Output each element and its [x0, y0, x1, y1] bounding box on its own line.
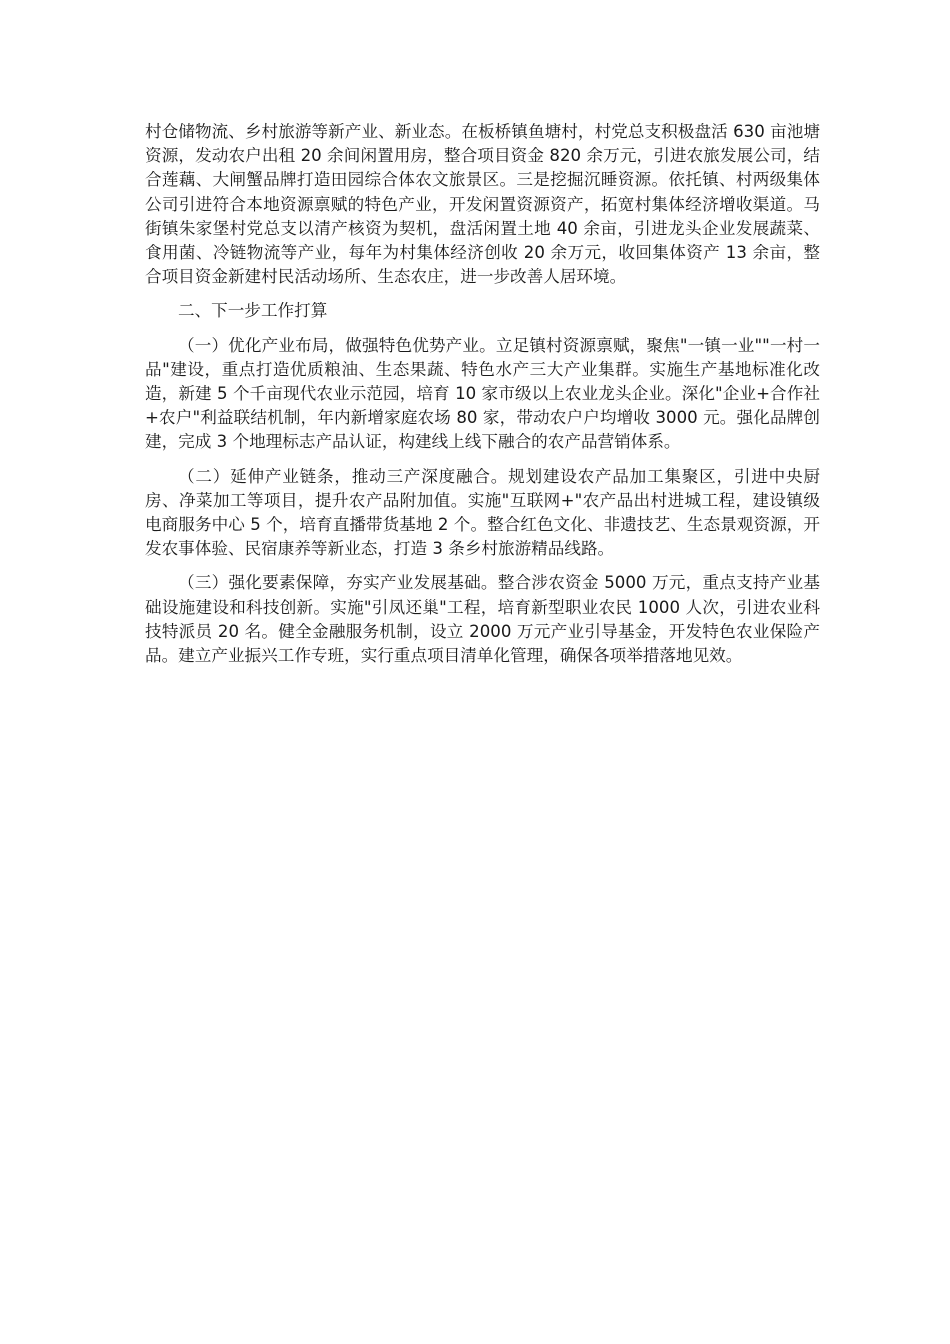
plan-item-3: （三）强化要素保障，夯实产业发展基础。整合涉农资金 5000 万元，重点支持产业基础设施建设和科技创新。实施"引凤还巢"工程，培育新型职业农民 1000 人次，引进农业科技特派员 20 名。健全金融服务机制，设立 2000 万元产业引导基金，开发特色农业保险产品。建立产业振兴工作专班，实行重点项目清单化管理，确保各项举措落地见效。	[145, 573, 820, 666]
plan-item-1: （一）优化产业布局，做强特色优势产业。立足镇村资源禀赋，聚焦"一镇一业""一村一品"建设，重点打造优质粮油、生态果蔬、特色水产三大产业集群。实施生产基地标准化改造，新建 5 个千亩现代农业示范园，培育 10 家市级以上农业龙头企业。深化"企业+合作社+农户"利益联结机制，年内新增家庭农场 80 家，带动农户户均增收 3000 元。强化品牌创建，完成 3 个地理标志产品认证，构建线上线下融合的农产品营销体系。	[145, 335, 820, 452]
plan-item-2: （二）延伸产业链条，推动三产深度融合。规划建设农产品加工集聚区，引进中央厨房、净菜加工等项目，提升农产品附加值。实施"互联网+"农产品出村进城工程，建设镇级电商服务中心 5 个，培育直播带货基地 2 个。整合红色文化、非遗技艺、生态景观资源，开发农事体验、民宿康养等新业态，打造 3 条乡村旅游精品线路。	[145, 466, 820, 559]
body-paragraph-continued: 村仓储物流、乡村旅游等新产业、新业态。在板桥镇鱼塘村，村党总支积极盘活 630 亩池塘资源，发动农户出租 20 余间闲置用房，整合项目资金 820 余万元，引进农旅发展公司，结合莲藕、大闸蟹品牌打造田园综合体农文旅景区。三是挖掘沉睡资源。依托镇、村两级集体公司引进符合本地资源禀赋的特色产业，开发闲置资源资产，拓宽村集体经济增收渠道。马街镇朱家堡村党总支以清产核资为契机，盘活闲置土地 40 余亩，引进龙头企业发展蔬菜、食用菌、冷链物流等产业，每年为村集体经济创收 20 余万元，收回集体资产 13 余亩，整合项目资金新建村民活动场所、生态农庄，进一步改善人居环境。	[145, 122, 820, 287]
document-page	[145, 120, 820, 678]
section-heading: 二、下一步工作打算	[178, 301, 328, 321]
